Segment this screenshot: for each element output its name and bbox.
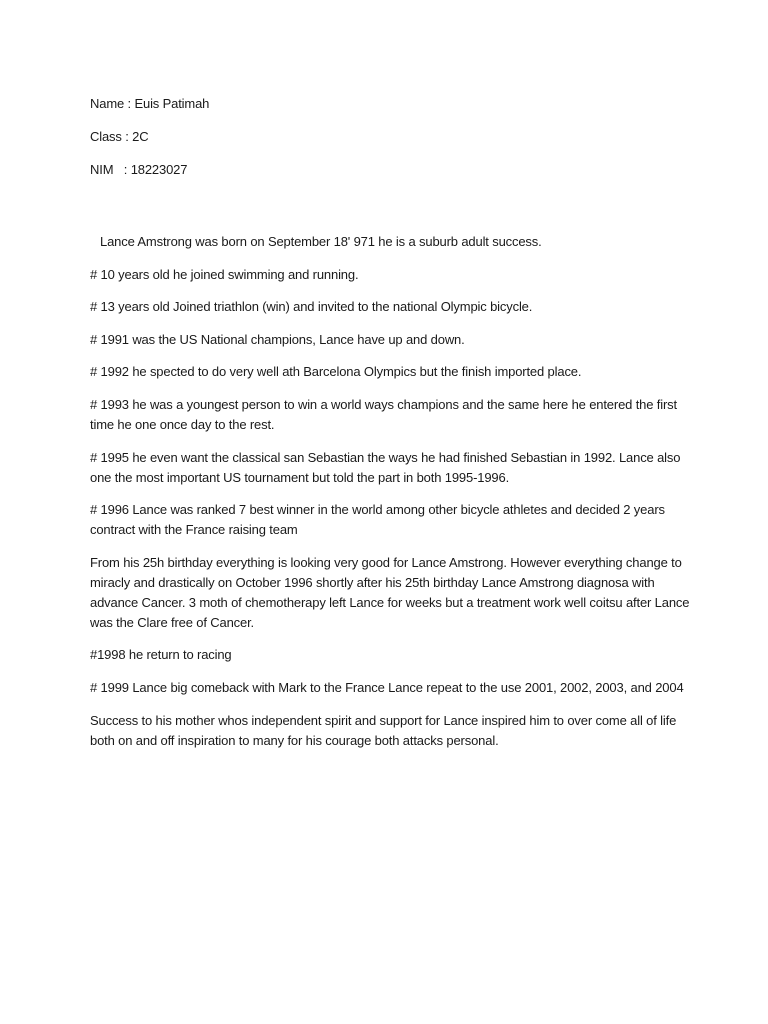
timeline-item-1993: # 1993 he was a youngest person to win a world ways champions and the same here he entered the first time he one once day to the rest. (90, 396, 677, 432)
timeline-item-age-13: # 13 years old Joined triathlon (win) and invited to the national Olympic bicycle. (90, 299, 533, 315)
cancer-paragraph: From his 25h birthday everything is looking very good for Lance Amstrong. However everything change to miracly and drastically on October 1996 shortly after his 25th birthday Lance Amstrong diagnosa with advance Cancer. 3 moth of chemotherapy left Lance for weeks but a treatment work well coitsu after Lance was the Clare free of Cancer. (90, 554, 690, 630)
header-spacer (90, 193, 690, 232)
timeline-item-1998: #1998 he return to racing (90, 647, 232, 663)
timeline-item-1991: # 1991 was the US National champions, Lance have up and down. (90, 331, 465, 347)
timeline-item-1995: # 1995 he even want the classical san Sebastian the ways he had finished Sebastian in 1992. Lance also one the most important US tournament but told the part in both 1995-1996. (90, 449, 681, 485)
student-nim-line: NIM : 18223027 (90, 162, 188, 177)
student-name-line: Name : Euis Patimah (90, 96, 210, 111)
timeline-item-1996: # 1996 Lance was ranked 7 best winner in the world among other bicycle athletes and decided 2 years contract with the France raising team (90, 502, 665, 538)
timeline-item-1992: # 1992 he spected to do very well ath Barcelona Olympics but the finish imported place. (90, 364, 582, 380)
intro-paragraph: Lance Amstrong was born on September 18' 971 he is a suburb adult success. (100, 234, 542, 249)
document-body (90, 94, 690, 763)
timeline-item-1999: # 1999 Lance big comeback with Mark to the France Lance repeat to the use 2001, 2002, 2003, and 2004 (90, 679, 684, 695)
student-class-line: Class : 2C (90, 129, 149, 144)
timeline-item-age-10: # 10 years old he joined swimming and running. (90, 266, 359, 282)
closing-paragraph: Success to his mother whos independent spirit and support for Lance inspired him to over come all of life both on and off inspiration to many for his courage both attacks personal. (90, 712, 677, 748)
